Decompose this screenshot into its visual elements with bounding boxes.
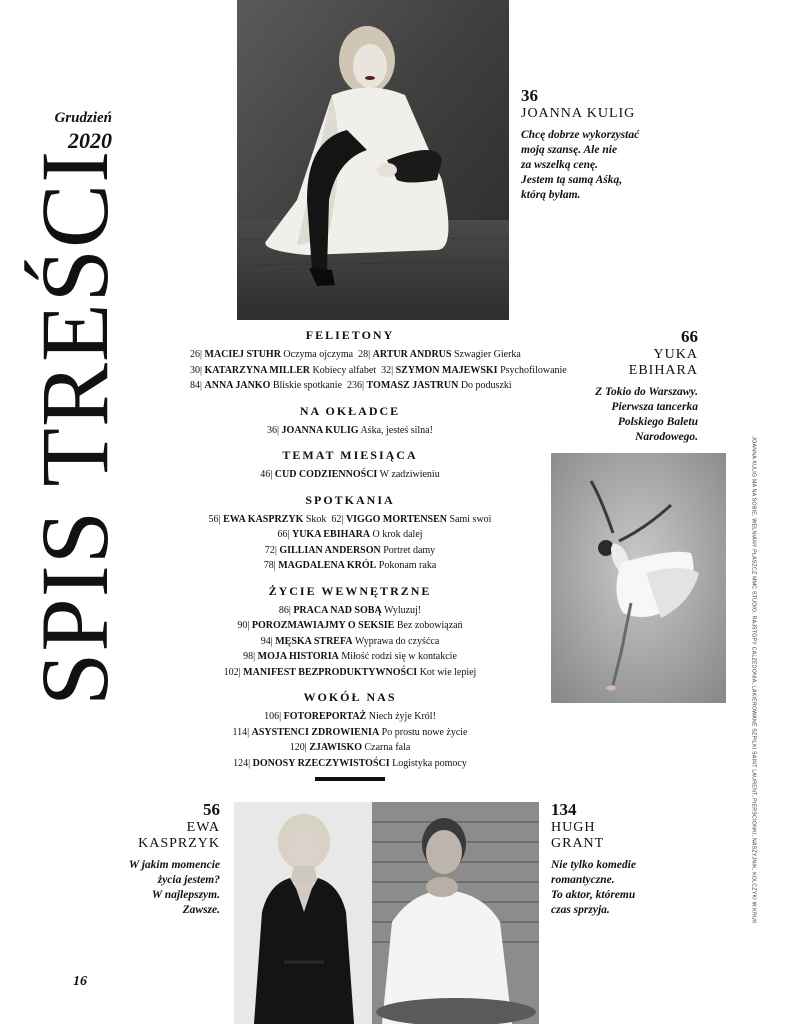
divider [315, 777, 385, 781]
feature-ewa-kasprzyk[interactable] [90, 800, 220, 918]
photo-hugh-grant [372, 802, 539, 1024]
feature-quote: Chcę dobrze wykorzystać moją szansę. Ale nie za wszelką cenę. Jestem tą samą Aśką, którą byłam. [521, 129, 640, 201]
feature-quote: Z Tokio do Warszawy. Pierwsza tancerka Polskiego Baletu Narodowego. [595, 386, 698, 443]
feature-yuka-ebihara[interactable] [568, 327, 698, 445]
toc-row[interactable]: 94| MĘSKA STREFA Wyprawa do czyśćca [260, 635, 440, 647]
feature-page-number: 66 [681, 327, 698, 346]
section-heading-spotkania: SPOTKANIA [305, 492, 395, 507]
issue-year: 2020 [68, 128, 112, 153]
page-title-wrapper [20, 149, 130, 706]
toc-row[interactable]: 36| JOANNA KULIG Aśka, jesteś silna! [267, 424, 433, 436]
table-of-contents [190, 328, 567, 781]
toc-row[interactable]: 102| MANIFEST BEZPRODUKTYWNOŚCI Kot wie lepiej [223, 666, 477, 678]
toc-row[interactable]: 66| YUKA EBIHARA O krok dalej [277, 529, 423, 540]
feature-name: YUKA EBIHARA [628, 347, 698, 378]
photo-ewa-kasprzyk [234, 802, 372, 1024]
toc-row[interactable]: 98| MOJA HISTORIA Miłość rodzi się w kontakcie [243, 651, 457, 662]
section-heading-temat-miesiaca: TEMAT MIESIĄCA [282, 448, 418, 462]
toc-row[interactable]: 120| ZJAWISKO Czarna fala [289, 742, 411, 753]
toc-row[interactable]: 114| ASYSTENCI ZDROWIENIA Po prostu nowe życie [232, 726, 468, 738]
page-number: 16 [73, 974, 87, 989]
feature-joanna-kulig[interactable] [521, 86, 661, 203]
toc-row[interactable]: 106| FOTOREPORTAŻ Niech żyje Król! [264, 711, 436, 722]
toc-row[interactable]: 90| POROZMAWIAJMY O SEKSIE Bez zobowiązań [237, 620, 463, 631]
feature-page-number: 134 [551, 800, 577, 819]
feature-hugh-grant[interactable] [551, 800, 691, 918]
section-heading-na-okladce: NA OKŁADCE [299, 403, 401, 418]
issue-month: Grudzień [54, 110, 112, 126]
section-heading-wokol-nas: WOKÓŁ NAS [303, 690, 397, 704]
feature-page-number: 56 [203, 800, 220, 819]
toc-row[interactable]: 30| KATARZYNA MILLER Kobiecy alfabet 32| SZYMON MAJEWSKI Psychofilowanie [190, 364, 567, 376]
toc-row[interactable]: 78| MAGDALENA KRÓL Pokonam raka [263, 560, 437, 571]
page-title: SPIS TREŚCI [21, 149, 129, 706]
feature-quote: Nie tylko komedie romantyczne. To aktor, któremu czas sprzyja. [551, 859, 636, 916]
section-heading-felietony: FELIETONY [305, 328, 395, 342]
toc-row[interactable]: 124| DONOSY RZECZYWISTOŚCI Logistyka pomocy [233, 757, 467, 769]
photo-credits-wrapper [744, 420, 764, 940]
feature-name: EWA KASPRZYK [138, 820, 220, 851]
toc-row[interactable]: 26| MACIEJ STUHR Oczyma ojczyma 28| ARTUR ANDRUS Szwagier Gierka [190, 349, 521, 360]
toc-row[interactable]: 72| GILLIAN ANDERSON Portret damy [264, 544, 436, 556]
dancer-photo-yuka-ebihara [551, 453, 726, 703]
cover-photo-joanna-kulig [237, 0, 509, 320]
feature-page-number: 36 [521, 86, 538, 105]
photo-credits: JOANNA KULIG MA NA SOBIE: WEŁNIANY PŁASZCZ MMC STUDIO, RAJSTOPY CALZEDONIA, LAKIEROWANE SZPILKI SAINT LAURENT, PIERŚCIONKI, NASZYJNIK, KOLCZYKI W.KRUK [751, 436, 757, 924]
feature-quote: W jakim momencie życia jestem? W najlepszym. Zawsze. [128, 859, 220, 916]
feature-name: HUGH GRANT [551, 820, 605, 851]
toc-row[interactable]: 84| ANNA JANKO Bliskie spotkanie 236| TOMASZ JASTRUN Do poduszki [190, 380, 512, 391]
section-heading-zycie-wewnetrzne: ŻYCIE WEWNĘTRZNE [268, 583, 432, 598]
feature-name: JOANNA KULIG [521, 106, 636, 121]
toc-row[interactable]: 56| EWA KASPRZYK Skok 62| VIGGO MORTENSEN Sami swoi [208, 513, 492, 525]
toc-row[interactable]: 46| CUD CODZIENNOŚCI W zadziwieniu [260, 469, 440, 480]
toc-row[interactable]: 86| PRACA NAD SOBĄ Wyluzuj! [278, 604, 422, 616]
